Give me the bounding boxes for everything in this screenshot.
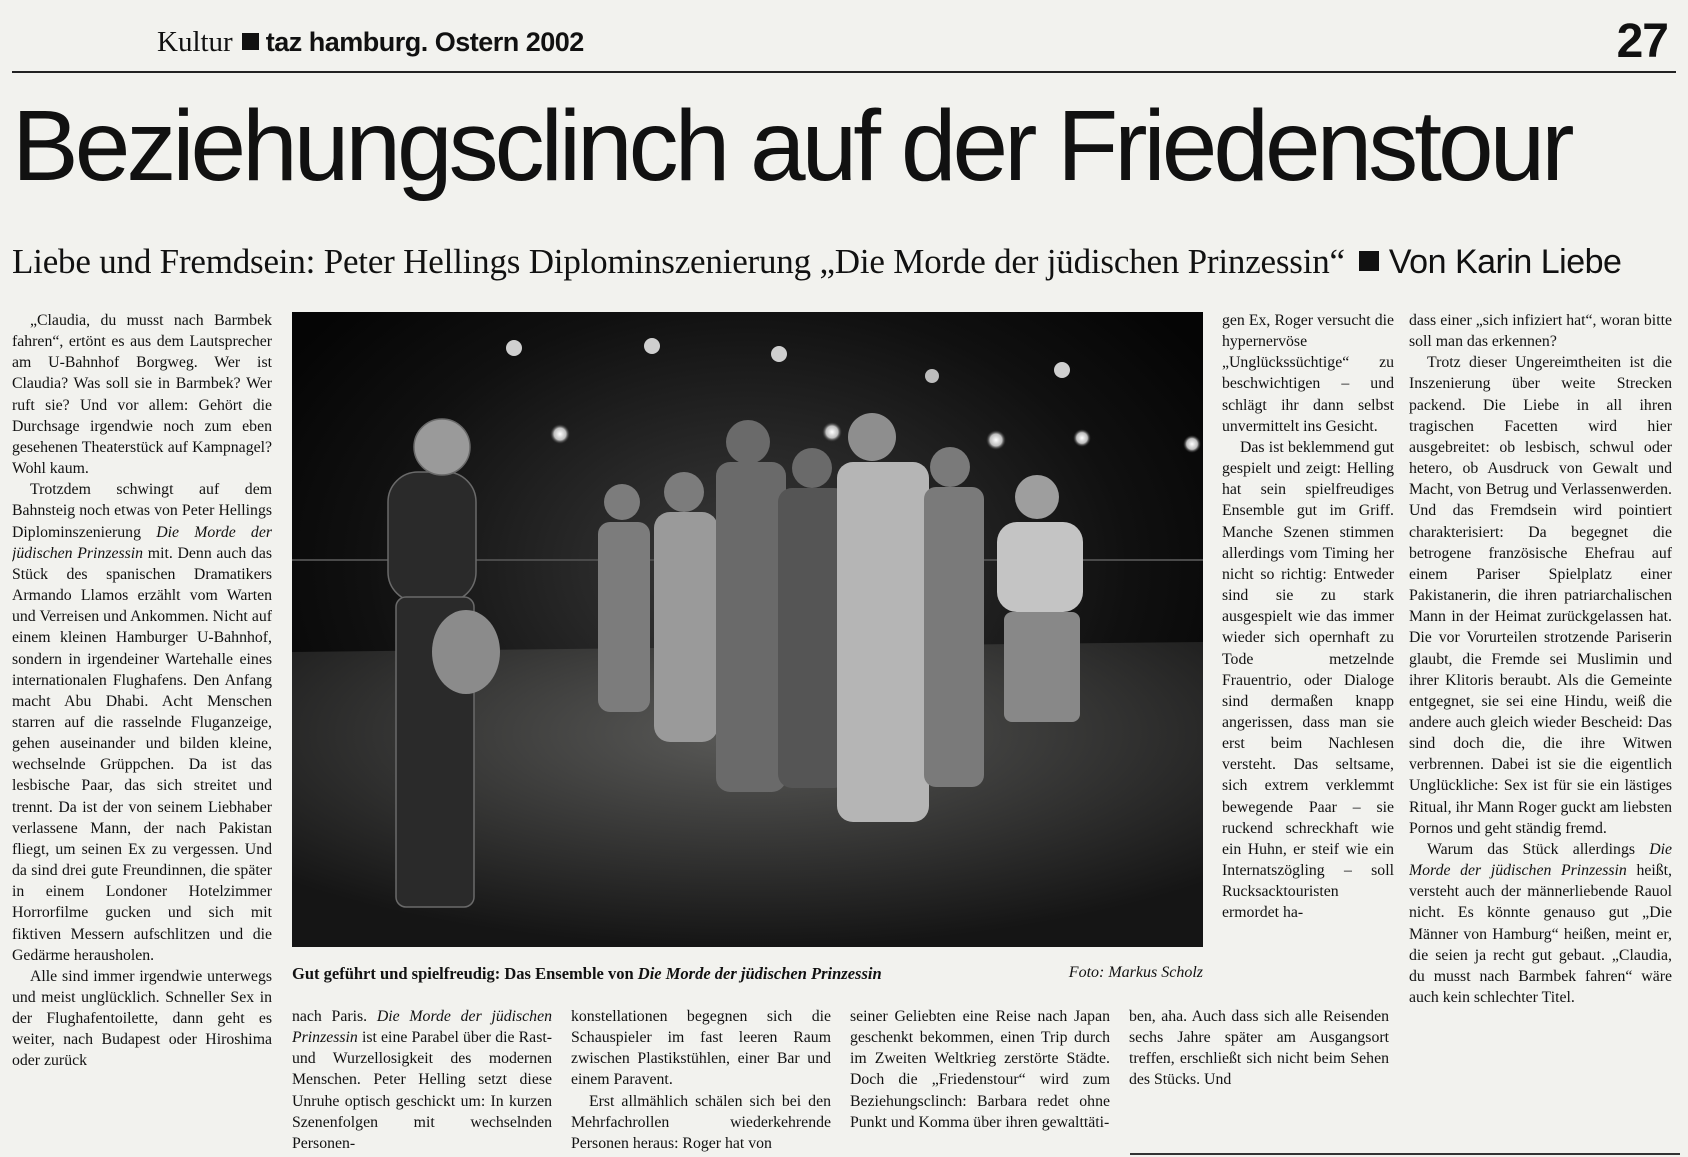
paragraph: Trotz dieser Ungereimtheiten ist die Inszenierung über weite Strecken packend. Die Liebe in all ihren tragischen Facetten wird hier ausgebreitet: ob lesbisch, schwul oder hetero, ob Ausdruck von Gewalt und Macht, von Betrug und Verlassenwerden. Und das Fremdsein wird pointiert charakterisiert: Da begegnet die betrogene französische Ehefrau auf einem Pariser Spielplatz einer Pakistanerin, die ihren patriarchalischen Mann in der Heimat zurückgelassen hat. Die vor Vorurteilen strotzende Pariserin glaubt, die Fremde sei Muslimin und ihrer Klitoris beraubt. Als die Gemeinte entgegnet, sie sei eine Hindu, weiß die andere auch gleich wieder Bescheid: Das sind doch die, die ihre Witwen verbrennen. Dabei ist sie die eigentlich Unglückliche: Sex ist für sie ein lästiges Ritual, ihr Mann Roger guckt am liebsten Pornos und geht ständig fremd. — [1409, 354, 1672, 837]
text-run: mit. Denn auch das Stück des spanischen Dramatikers Armando Llamos erzählt vom Warten und Verreisen und Ankommen. Nicht auf einem kleinen Hamburger U-Bahnhof, sondern in irgendeiner Wartehalle eines internationalen Flughafens. Den Anfang macht Abu Dhabi. Acht Menschen starren auf die rasselnde Fluganzeige, gehen auseinander und bilden kleine, wechselnde Grüppchen. Da ist das lesbische Paar, das sich streitet und trennt. Da ist der von seinem Liebhaber verlassene Mann, der nach Pakistan fliegt, um seinen Ex zu vergessen. Und da sind drei gute Freundinnen, die später in einem Londoner Hotelzimmer Horrorfilme gucken und sich mit fiktiven Messern aufschlitzen und die Gedärme herausholen. — [12, 544, 272, 964]
paragraph: dass einer „sich infiziert hat“, woran bitte soll man das erkennen? — [1409, 312, 1672, 351]
headline: Beziehungsclinch auf der Friedenstour — [12, 90, 1571, 202]
caption-text: Gut geführt und spielfreudig: Das Ensemble von — [292, 964, 638, 983]
page-number: 27 — [1616, 15, 1668, 68]
paragraph: „Claudia, du musst nach Barmbek fahren“, ertönt es aus dem Lautsprecher am U-Bahnhof Borgweg. Wer ist Claudia? Was soll sie in Barmbek? Wer ruft sie? Und vor allem: Gehört die Durchsage irgendwie noch zum eben gesehenen Theaterstück auf Kampnagel? Wohl kaum. — [12, 312, 272, 478]
paragraph: Das ist beklemmend gut gespielt und zeigt: Helling hat sein spielfreudiges Ensemble gut im Griff. Manche Szenen stimmen allerdings vom Timing her nicht so richtig: Entweder sind sie zu stark ausgespielt wie das immer wieder sich opernhaft zu Tode metzelnde Frauentrio, oder Dialoge sind dermaßen knapp angerissen, dass man sie erst beim Nachlesen versteht. Das seltsame, sich extrem verklemmt bewegende Paar – sie ruckend schreckhaft wie ein Huhn, er steif wie ein Internatszögling – soll Rucksacktouristen ermordet ha- — [1222, 438, 1394, 922]
text-run: nach Paris. — [292, 1008, 377, 1025]
paragraph: Erst allmählich schälen sich bei den Mehrfachrollen wiederkehrende Personen heraus: Roger hat von — [571, 1092, 831, 1152]
subheadline — [12, 242, 1688, 282]
photo-caption — [292, 964, 1203, 984]
text-run: Trotzdem schwingt auf dem Bahnsteig noch etwas von Peter Hellings Diplominszenierung — [12, 481, 272, 541]
ensemble-photo — [292, 312, 1203, 947]
play-title: Die Morde der jüdischen Prinzessin — [12, 523, 272, 562]
section-line — [157, 26, 584, 59]
paragraph — [12, 479, 272, 966]
article-column-2 — [292, 1006, 552, 1157]
section-label: Kultur — [157, 26, 233, 58]
caption-play-title: Die Morde der jüdischen Prinzessin — [637, 964, 882, 983]
photo-credit: Foto: Markus Scholz — [1068, 964, 1203, 981]
square-bullet-icon — [1359, 251, 1379, 271]
stage-scene-illustration — [292, 312, 1203, 947]
article-column-7 — [1409, 310, 1672, 1100]
paper-edition: taz hamburg. Ostern 2002 — [265, 27, 584, 57]
paragraph — [292, 1006, 552, 1154]
paragraph: gen Ex, Roger versucht die hypernervöse „Unglückssüchtige“ zu beschwichtigen – und schlägt ihr dann selbst unvermittelt ins Gesicht. — [1222, 312, 1394, 435]
paragraph: ben, aha. Auch dass sich alle Reisenden sechs Jahre später am Ausgangsort treffen, erschließt sich nicht beim Sehen des Stücks. Und — [1129, 1008, 1389, 1089]
paragraph: seiner Geliebten eine Reise nach Japan geschenkt bekommen, einen Trip durch im Zweiten Weltkrieg zerstörte Städte. Doch die „Friedenstour“ wird zum Beziehungsclinch: Barbara redet ohne Punkt und Komma über ihren gewalttäti- — [850, 1008, 1110, 1131]
article-column-3 — [571, 1006, 831, 1157]
paragraph: konstellationen begegnen sich die Schauspieler im fast leeren Raum zwischen Plastikstühlen, einer Bar und einem Paravent. — [571, 1008, 831, 1089]
text-run: heißt, versteht auch der männerliebende Rauol nicht. Es könnte genauso gut „Die Männer von Hamburg“ heißen, meint er, die seien ja recht gut gebaut. „Claudia, du musst nach Barmbek fahren“ wäre auch kein schlechter Titel. — [1409, 862, 1672, 1006]
article-column-6 — [1222, 310, 1394, 1078]
bottom-rule — [1130, 1153, 1680, 1155]
square-bullet-icon — [242, 33, 259, 50]
article-column-1 — [12, 310, 272, 1157]
byline: Von Karin Liebe — [1388, 243, 1622, 281]
paragraph — [1409, 839, 1672, 1008]
paragraph: Alle sind immer irgendwie unterwegs und meist unglücklich. Schneller Sex in der Flughafentoilette, dann geht es weiter, nach Budapest oder Hiroshima oder zurück — [12, 967, 272, 1070]
text-run: Warum das Stück allerdings — [1427, 840, 1650, 858]
article-column-4 — [850, 1006, 1110, 1157]
text-run: ist eine Parabel über die Rast- und Wurzellosigkeit des modernen Menschen. Peter Helling setzt diese Unruhe optisch geschickt um: In kurzen Szenenfolgen mit wechselnden Personen- — [292, 1029, 552, 1152]
play-title: Die Morde der jüdischen Prinzessin — [292, 1008, 552, 1047]
header-rule — [12, 71, 1676, 73]
play-title: Die Morde der jüdischen Prinzessin — [1409, 840, 1672, 880]
subheadline-text: Liebe und Fremdsein: Peter Hellings Diplominszenierung „Die Morde der jüdischen Prinzessin“ — [12, 242, 1345, 281]
